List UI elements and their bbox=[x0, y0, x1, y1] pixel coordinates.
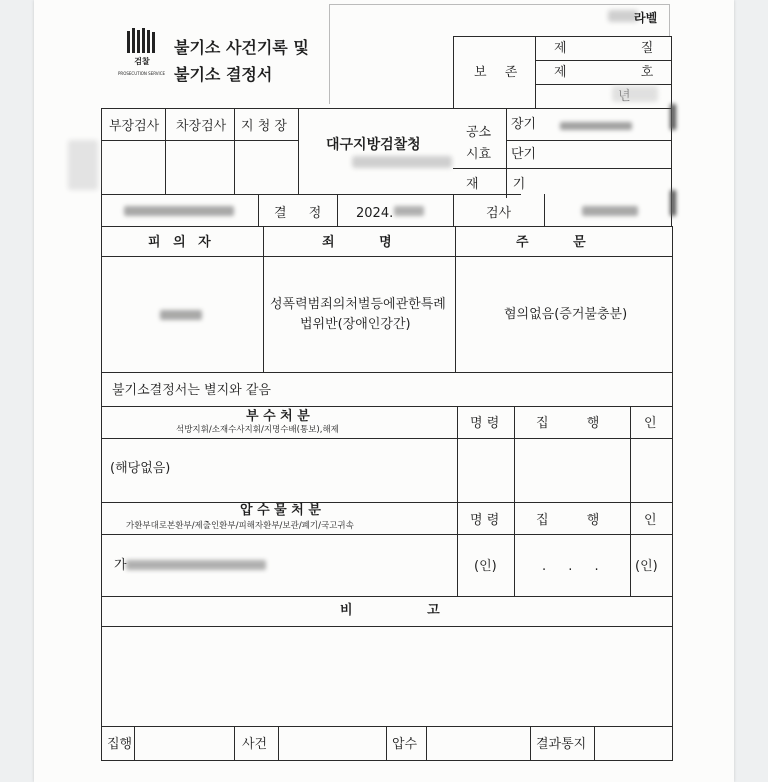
approval-branch: 지 청 장 bbox=[241, 119, 287, 134]
label-tag: 라벨 bbox=[634, 11, 658, 25]
subsidiary-execution: 집 행 bbox=[536, 416, 600, 431]
disposition-text: 혐의없음(증거불충분) bbox=[504, 307, 628, 322]
statute-short: 단기 bbox=[511, 147, 537, 162]
seized-dots: . . . bbox=[542, 559, 599, 574]
note-line: 불기소결정서는 별지와 같음 bbox=[112, 383, 271, 398]
seized-order: 명 령 bbox=[470, 513, 500, 528]
footer-case: 사건 bbox=[242, 737, 268, 752]
statute-redacted: 재 기 bbox=[466, 177, 526, 192]
subsidiary-content: (해당없음) bbox=[110, 461, 171, 476]
document-title-line1: 불기소 사건기록 및 bbox=[174, 38, 309, 57]
footer-seizure: 압수 bbox=[392, 737, 418, 752]
logo-caption: PROSECUTION SERVICE bbox=[118, 71, 166, 76]
subsidiary-seal: 인 bbox=[644, 416, 657, 431]
seized-title: 압 수 물 처 분 bbox=[240, 503, 321, 518]
suspect-header: 피 의 자 bbox=[148, 235, 211, 250]
charge-line1: 성폭력범죄의처벌등에관한특례 bbox=[270, 297, 446, 312]
seized-stamp2: (인) bbox=[635, 559, 658, 574]
approval-deputy: 차장검사 bbox=[176, 119, 227, 134]
retention-row2: 제 호 bbox=[554, 65, 654, 80]
statute-long: 장기 bbox=[511, 117, 537, 132]
charge-header: 죄 명 bbox=[322, 235, 392, 250]
office-name: 대구지방검찰청 bbox=[326, 137, 421, 153]
footer-result-notice: 결과통지 bbox=[536, 737, 587, 752]
remarks-label: 비 고 bbox=[340, 603, 440, 618]
seized-item-prefix: 가 bbox=[114, 558, 127, 573]
approval-chief: 부장검사 bbox=[109, 119, 160, 134]
statute-label: 공소시효 bbox=[466, 125, 492, 162]
decision-label: 결 정 bbox=[274, 206, 322, 221]
seized-seal: 인 bbox=[644, 513, 657, 528]
charge-line2: 법위반(장애인강간) bbox=[300, 317, 411, 332]
prosecution-logo: 검찰 bbox=[126, 27, 158, 63]
prosecutor-label: 검사 bbox=[486, 206, 512, 221]
subsidiary-subtitle: 석방지휘/소재수사지휘/지명수배(통보),해제 bbox=[176, 425, 339, 435]
subsidiary-order: 명 령 bbox=[470, 416, 500, 431]
retention-row1: 제 질 bbox=[554, 41, 654, 56]
subsidiary-title: 부 수 처 분 bbox=[246, 409, 310, 424]
footer-execution: 집행 bbox=[107, 737, 133, 752]
disposition-header: 주 문 bbox=[516, 235, 586, 250]
retention-label: 보 존 bbox=[474, 65, 518, 80]
document-page bbox=[34, 0, 734, 782]
seized-execution: 집 행 bbox=[536, 513, 600, 528]
seized-subtitle: 가환부대로본환부/제출인환부/피해자환부/보관/폐기/국고귀속 bbox=[126, 521, 354, 531]
seized-stamp1: (인) bbox=[474, 559, 497, 574]
decision-date: 2024. bbox=[356, 206, 394, 221]
document-title-line2: 불기소 결정서 bbox=[174, 65, 273, 84]
